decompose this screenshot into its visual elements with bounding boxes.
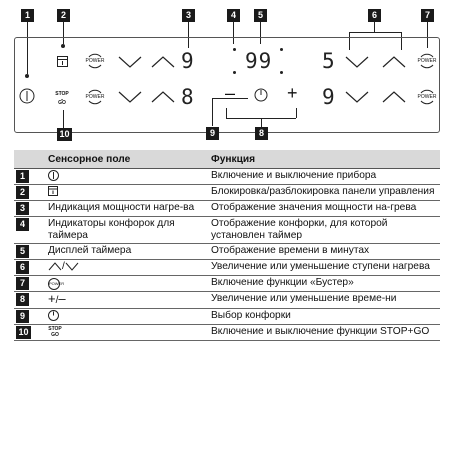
power-label: POWER — [417, 94, 437, 100]
timer-minus-button[interactable]: – — [225, 83, 236, 103]
lock-icon — [48, 186, 58, 196]
header-function: Функция — [207, 150, 440, 169]
table-row: 2 Блокировка/разблокировка панели управления — [14, 185, 440, 201]
timer-zone-dot — [233, 48, 236, 51]
chevron-down-icon[interactable] — [118, 56, 142, 68]
timer-zone-dot — [280, 48, 283, 51]
zone-select-icon — [48, 310, 59, 321]
go-label: GO — [58, 100, 66, 106]
callout-10: 10 — [57, 128, 72, 141]
heat-level-display-left-top: 9 — [181, 49, 194, 73]
stop-go-button[interactable]: STOP ⌄ GO — [52, 91, 72, 106]
callout-6: 6 — [368, 9, 381, 22]
power-label: POWER — [85, 58, 105, 64]
callout-3: 3 — [182, 9, 195, 22]
chevron-up-icon[interactable] — [382, 91, 406, 103]
lock-icon[interactable] — [57, 56, 68, 67]
callout-5: 5 — [254, 9, 267, 22]
chevron-up-icon[interactable] — [382, 56, 406, 68]
on-off-icon — [48, 170, 59, 181]
table-row: 10 STOP GO Включение и выключение функции STOP+GO — [14, 325, 440, 341]
table-row: 9 Выбор конфорки — [14, 309, 440, 325]
power-icon: POWER — [48, 278, 60, 290]
timer-display: 99 — [245, 49, 273, 73]
table-row: 5 Дисплей таймера Отображение времени в минутах — [14, 244, 440, 260]
heat-level-display-right-top: 5 — [322, 49, 335, 73]
timer-plus-button[interactable]: + — [287, 83, 298, 103]
callout-9: 9 — [206, 127, 219, 140]
chevron-up-icon[interactable] — [151, 56, 175, 68]
stop-label: STOP — [55, 91, 69, 97]
callout-2: 2 — [57, 9, 70, 22]
header-touch-field: Сенсорное поле — [44, 150, 207, 169]
callout-8: 8 — [255, 127, 268, 140]
table-row: 6 / Увеличение или уменьшение ступени нагрева — [14, 260, 440, 276]
chevron-up-icon[interactable] — [151, 91, 175, 103]
stop-go-icon: STOP GO — [48, 326, 62, 338]
lock-indicator-dot — [61, 44, 65, 48]
callout-4: 4 — [227, 9, 240, 22]
table-row: 7 POWER Включение функции «Бустер» — [14, 276, 440, 292]
table-row: 1 Включение и выключение прибора — [14, 169, 440, 185]
power-indicator-dot — [25, 74, 29, 78]
timer-zone-dot — [280, 71, 283, 74]
chevron-down-icon[interactable] — [345, 91, 369, 103]
heat-level-display-right-bottom: 9 — [322, 85, 335, 109]
chevron-up-icon — [48, 262, 62, 271]
table-row: 3 Индикация мощности нагре-ва Отображение значения мощности на-грева — [14, 201, 440, 217]
table-row: 8 +/– Увеличение или уменьшение време-ни — [14, 292, 440, 309]
chevron-down-icon[interactable] — [118, 91, 142, 103]
on-off-icon[interactable] — [19, 88, 35, 104]
chevron-down-icon[interactable] — [345, 56, 369, 68]
callout-1: 1 — [21, 9, 34, 22]
power-label: POWER — [417, 58, 437, 64]
callout-7: 7 — [421, 9, 434, 22]
function-table — [14, 150, 440, 341]
power-label: POWER — [85, 94, 105, 100]
zone-select-icon[interactable] — [254, 88, 268, 102]
heat-level-display-left-bottom: 8 — [181, 85, 194, 109]
table-row: 4 Индикаторы конфорок для таймера Отображение конфорки, для которой установлен таймер — [14, 217, 440, 244]
timer-zone-dot — [233, 71, 236, 74]
chevron-down-icon — [65, 262, 79, 271]
